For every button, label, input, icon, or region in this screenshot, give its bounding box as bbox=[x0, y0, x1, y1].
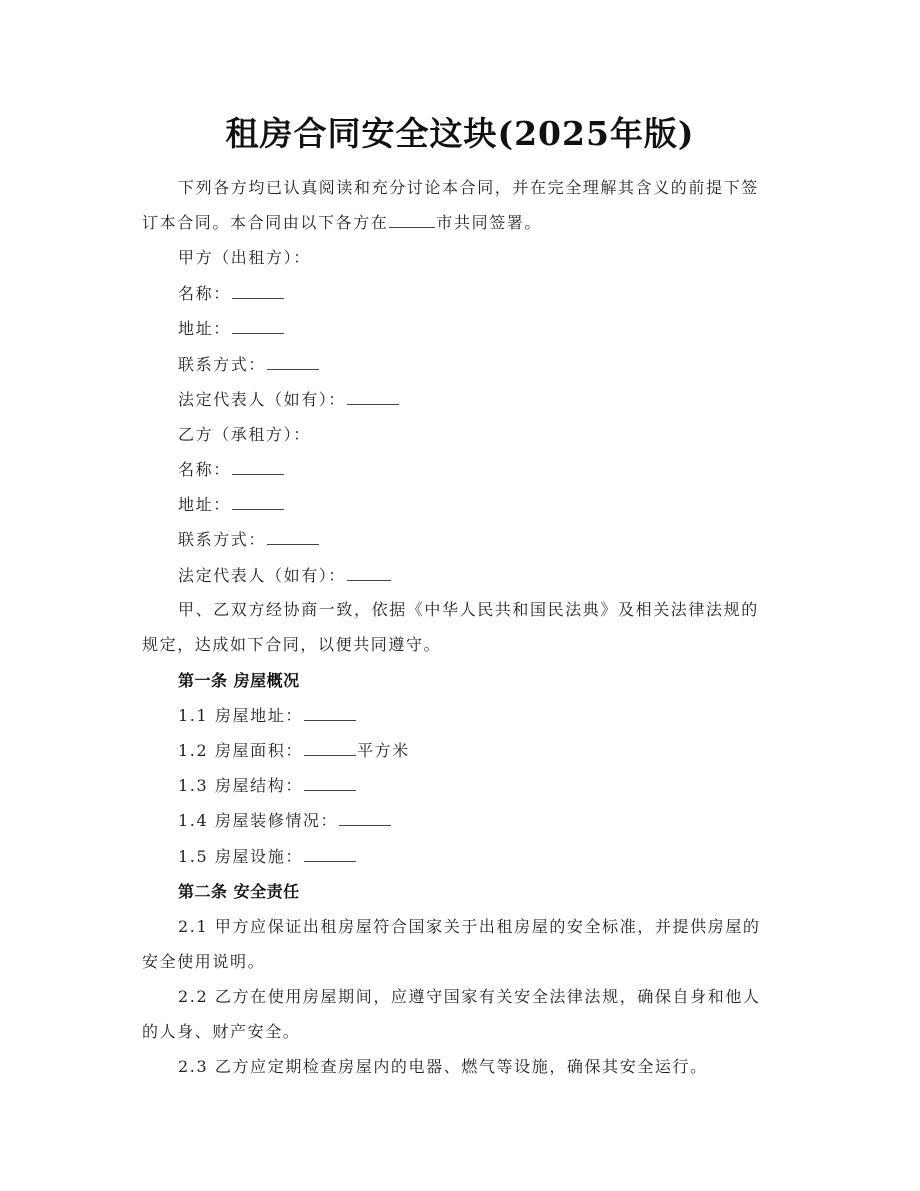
party-b-heading: 乙方（承租方）： bbox=[178, 425, 311, 444]
item-label: 房屋面积： bbox=[214, 741, 303, 760]
agreement-line-2: 规定，达成如下合同，以便共同遵守。 bbox=[142, 635, 442, 654]
article-1-item bbox=[178, 703, 357, 726]
intro-text-end: 市共同签署。 bbox=[436, 213, 543, 232]
item-label: 房屋设施： bbox=[214, 847, 303, 866]
field-label: 地址： bbox=[178, 319, 231, 338]
field-blank bbox=[232, 460, 284, 475]
item-number: 1.5 bbox=[178, 847, 209, 866]
party-a-name bbox=[178, 281, 285, 304]
item-label: 房屋装修情况： bbox=[214, 811, 339, 830]
field-blank bbox=[232, 284, 284, 299]
intro-line-2 bbox=[142, 210, 542, 233]
party-b-name bbox=[178, 457, 285, 480]
item-blank bbox=[339, 811, 391, 826]
field-blank bbox=[267, 355, 319, 370]
item-label: 房屋结构： bbox=[214, 776, 303, 795]
field-blank bbox=[347, 566, 391, 581]
document-title: 租房合同安全这块(2025年版) bbox=[225, 114, 695, 153]
field-label: 联系方式： bbox=[178, 530, 267, 549]
article-2-heading: 第二条 安全责任 bbox=[178, 882, 300, 901]
article-1-item bbox=[178, 808, 392, 831]
party-b-contact bbox=[178, 527, 320, 550]
field-label: 法定代表人（如有）： bbox=[178, 566, 347, 585]
item-number: 1.1 bbox=[178, 706, 209, 725]
party-b-representative bbox=[178, 563, 392, 586]
item-blank bbox=[304, 706, 356, 721]
item-number: 1.3 bbox=[178, 776, 209, 795]
field-label: 法定代表人（如有）： bbox=[178, 390, 347, 409]
item-suffix: 平方米 bbox=[356, 741, 410, 760]
party-a-address bbox=[178, 316, 285, 339]
article-1-heading: 第一条 房屋概况 bbox=[178, 671, 300, 690]
field-blank bbox=[267, 530, 319, 545]
article-1-item bbox=[178, 844, 357, 867]
city-blank bbox=[389, 213, 435, 228]
article-1-item bbox=[178, 773, 357, 796]
field-label: 地址： bbox=[178, 495, 231, 514]
article-2-item-1-line-1: 2.1 甲方应保证出租房屋符合国家关于出租房屋的安全标准，并提供房屋的 bbox=[178, 917, 761, 936]
field-blank bbox=[347, 390, 399, 405]
field-label: 名称： bbox=[178, 460, 231, 479]
party-b-address bbox=[178, 492, 285, 515]
article-2-item-1-line-2: 安全使用说明。 bbox=[142, 952, 266, 971]
item-blank bbox=[304, 741, 356, 756]
field-blank bbox=[232, 495, 284, 510]
agreement-line-1: 甲、乙双方经协商一致，依据《中华人民共和国民法典》及相关法律法规的 bbox=[178, 600, 759, 619]
intro-line-1: 下列各方均已认真阅读和充分讨论本合同，并在完全理解其含义的前提下签 bbox=[178, 178, 759, 197]
item-number: 1.4 bbox=[178, 811, 209, 830]
field-label: 联系方式： bbox=[178, 355, 267, 374]
party-a-heading: 甲方（出租方）： bbox=[178, 248, 311, 267]
intro-text: 订本合同。本合同由以下各方在 bbox=[142, 213, 389, 232]
party-a-contact bbox=[178, 352, 320, 375]
article-1-item bbox=[178, 738, 410, 761]
field-label: 名称： bbox=[178, 284, 231, 303]
party-a-representative bbox=[178, 387, 400, 410]
article-2-item-2-line-1: 2.2 乙方在使用房屋期间，应遵守国家有关安全法律法规，确保自身和他人 bbox=[178, 987, 761, 1006]
item-number: 1.2 bbox=[178, 741, 209, 760]
item-label: 房屋地址： bbox=[214, 706, 303, 725]
item-blank bbox=[304, 847, 356, 862]
article-2-item-3-line-1: 2.3 乙方应定期检查房屋内的电器、燃气等设施，确保其安全运行。 bbox=[178, 1057, 708, 1076]
field-blank bbox=[232, 319, 284, 334]
article-2-item-2-line-2: 的人身、财产安全。 bbox=[142, 1022, 301, 1041]
item-blank bbox=[304, 776, 356, 791]
